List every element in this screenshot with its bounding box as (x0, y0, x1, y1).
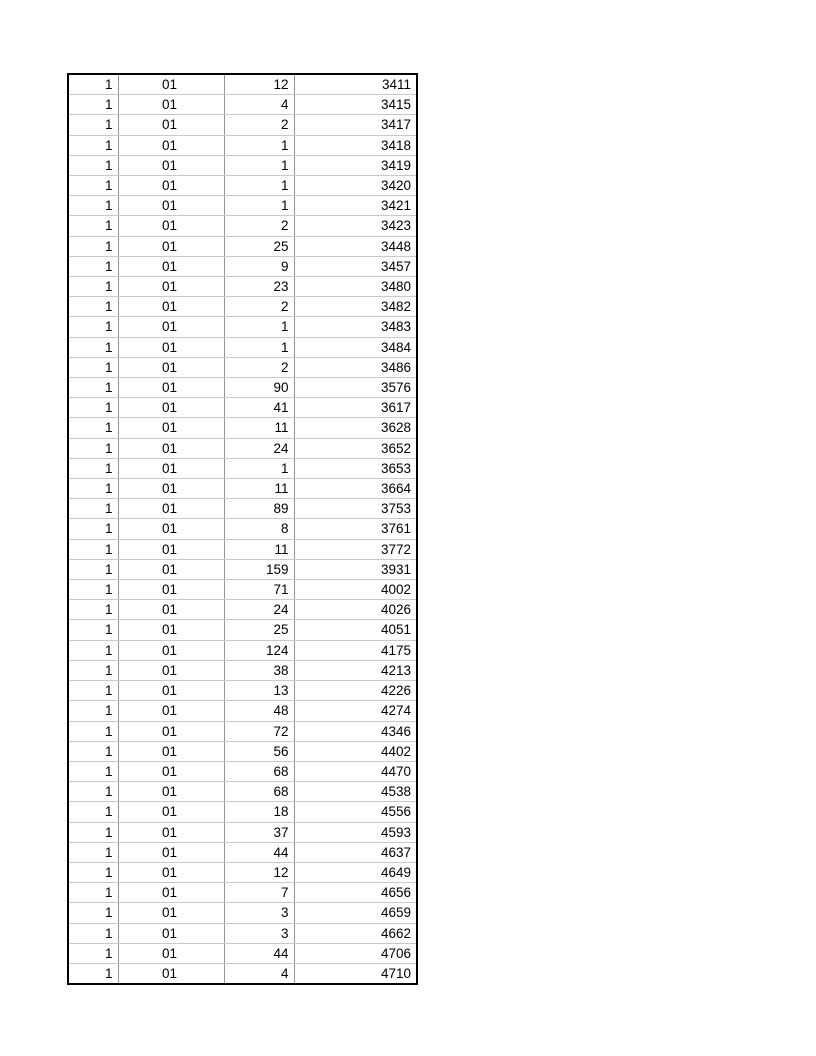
table-cell: 3486 (294, 357, 417, 377)
table-cell: 3931 (294, 559, 417, 579)
table-cell: 4051 (294, 620, 417, 640)
table-cell: 3423 (294, 216, 417, 236)
table-cell: 01 (118, 701, 224, 721)
table-row (68, 216, 417, 236)
table-cell: 1 (68, 782, 118, 802)
table-cell: 1 (68, 600, 118, 620)
table-cell: 01 (118, 297, 224, 317)
table-cell: 01 (118, 539, 224, 559)
table-cell: 1 (68, 196, 118, 216)
table-cell: 1 (68, 883, 118, 903)
table-cell: 4649 (294, 862, 417, 882)
table-cell: 37 (224, 822, 294, 842)
table-cell: 4538 (294, 782, 417, 802)
table-cell: 2 (224, 297, 294, 317)
table-cell: 01 (118, 640, 224, 660)
table-cell: 2 (224, 357, 294, 377)
table-cell: 3652 (294, 438, 417, 458)
table-cell: 3653 (294, 458, 417, 478)
table-cell: 01 (118, 256, 224, 276)
table-cell: 4662 (294, 923, 417, 943)
table-cell: 1 (68, 681, 118, 701)
table-cell: 1 (68, 842, 118, 862)
table-cell: 01 (118, 115, 224, 135)
table-row (68, 398, 417, 418)
table-cell: 01 (118, 176, 224, 196)
table-cell: 3417 (294, 115, 417, 135)
table-cell: 1 (68, 862, 118, 882)
table-cell: 1 (68, 378, 118, 398)
table-cell: 48 (224, 701, 294, 721)
table-cell: 56 (224, 741, 294, 761)
table-row (68, 297, 417, 317)
table-row (68, 822, 417, 842)
table-cell: 4274 (294, 701, 417, 721)
table-cell: 44 (224, 842, 294, 862)
table-cell: 01 (118, 438, 224, 458)
table-row (68, 74, 417, 95)
table-cell: 1 (68, 559, 118, 579)
table-cell: 4710 (294, 963, 417, 984)
table-cell: 01 (118, 418, 224, 438)
table-cell: 72 (224, 721, 294, 741)
table-cell: 01 (118, 479, 224, 499)
table-cell: 3421 (294, 196, 417, 216)
table-cell: 3 (224, 923, 294, 943)
table-cell: 3 (224, 903, 294, 923)
table-cell: 01 (118, 559, 224, 579)
table-cell: 4402 (294, 741, 417, 761)
table-cell: 1 (68, 297, 118, 317)
table-cell: 23 (224, 277, 294, 297)
table-row (68, 539, 417, 559)
table-cell: 01 (118, 721, 224, 741)
table-cell: 18 (224, 802, 294, 822)
table-row (68, 923, 417, 943)
table-cell: 01 (118, 378, 224, 398)
table-cell: 01 (118, 660, 224, 680)
table-cell: 01 (118, 782, 224, 802)
table-row (68, 701, 417, 721)
table-row (68, 236, 417, 256)
table-cell: 01 (118, 216, 224, 236)
table-cell: 1 (68, 761, 118, 781)
table-cell: 1 (68, 74, 118, 95)
table-row (68, 418, 417, 438)
table-cell: 3483 (294, 317, 417, 337)
table-cell: 3419 (294, 155, 417, 175)
table-cell: 3753 (294, 499, 417, 519)
table-row (68, 943, 417, 963)
table-row (68, 580, 417, 600)
table-cell: 1 (68, 721, 118, 741)
table-cell: 1 (68, 115, 118, 135)
table-cell: 1 (224, 196, 294, 216)
table-cell: 90 (224, 378, 294, 398)
table-cell: 68 (224, 761, 294, 781)
table-cell: 01 (118, 196, 224, 216)
table-row (68, 357, 417, 377)
table-cell: 4213 (294, 660, 417, 680)
table-cell: 89 (224, 499, 294, 519)
table-cell: 01 (118, 337, 224, 357)
table-cell: 1 (224, 458, 294, 478)
table-cell: 01 (118, 95, 224, 115)
table-cell: 4026 (294, 600, 417, 620)
table-cell: 11 (224, 479, 294, 499)
table-cell: 1 (224, 176, 294, 196)
table-row (68, 600, 417, 620)
table-cell: 1 (224, 337, 294, 357)
table-row (68, 903, 417, 923)
table-cell: 01 (118, 761, 224, 781)
table-cell: 1 (68, 458, 118, 478)
table-cell: 01 (118, 681, 224, 701)
table-cell: 4226 (294, 681, 417, 701)
table-cell: 01 (118, 499, 224, 519)
table-cell: 01 (118, 317, 224, 337)
table-row (68, 378, 417, 398)
table-cell: 4659 (294, 903, 417, 923)
table-cell: 01 (118, 923, 224, 943)
table-cell: 1 (68, 499, 118, 519)
table-row (68, 620, 417, 640)
table-row (68, 317, 417, 337)
table-row (68, 95, 417, 115)
table-cell: 01 (118, 74, 224, 95)
table-row (68, 782, 417, 802)
table-row (68, 135, 417, 155)
table-row (68, 660, 417, 680)
table-cell: 1 (68, 155, 118, 175)
table-row (68, 842, 417, 862)
table-cell: 1 (68, 277, 118, 297)
table-cell: 1 (68, 337, 118, 357)
table-row (68, 519, 417, 539)
table-cell: 4656 (294, 883, 417, 903)
table-cell: 4593 (294, 822, 417, 842)
table-cell: 1 (68, 176, 118, 196)
table-row (68, 721, 417, 741)
table-row (68, 761, 417, 781)
table-cell: 3484 (294, 337, 417, 357)
table-cell: 4 (224, 95, 294, 115)
table-cell: 1 (68, 660, 118, 680)
table-cell: 1 (68, 256, 118, 276)
table-cell: 3448 (294, 236, 417, 256)
table-cell: 11 (224, 539, 294, 559)
table-cell: 4470 (294, 761, 417, 781)
table-row (68, 741, 417, 761)
table-cell: 1 (68, 903, 118, 923)
table-cell: 01 (118, 943, 224, 963)
table-cell: 1 (68, 216, 118, 236)
table-cell: 1 (68, 438, 118, 458)
table-cell: 01 (118, 862, 224, 882)
table-cell: 8 (224, 519, 294, 539)
table-cell: 1 (68, 135, 118, 155)
table-cell: 7 (224, 883, 294, 903)
table-row (68, 277, 417, 297)
table-cell: 38 (224, 660, 294, 680)
table-row (68, 499, 417, 519)
table-cell: 4 (224, 963, 294, 984)
table-row (68, 640, 417, 660)
table-cell: 4637 (294, 842, 417, 862)
data-table (67, 73, 418, 985)
table-cell: 24 (224, 438, 294, 458)
table-row (68, 862, 417, 882)
table-cell: 1 (68, 741, 118, 761)
table-row (68, 559, 417, 579)
table-cell: 01 (118, 620, 224, 640)
table-cell: 1 (224, 135, 294, 155)
table-cell: 01 (118, 822, 224, 842)
table-cell: 25 (224, 620, 294, 640)
table-cell: 13 (224, 681, 294, 701)
table-cell: 4346 (294, 721, 417, 741)
table-row (68, 256, 417, 276)
table-cell: 1 (68, 923, 118, 943)
table-cell: 1 (224, 155, 294, 175)
table-cell: 1 (68, 398, 118, 418)
table-cell: 01 (118, 357, 224, 377)
table-cell: 3761 (294, 519, 417, 539)
table-cell: 3576 (294, 378, 417, 398)
table-cell: 12 (224, 862, 294, 882)
table-cell: 3415 (294, 95, 417, 115)
table-cell: 1 (68, 479, 118, 499)
table-cell: 3420 (294, 176, 417, 196)
table-cell: 159 (224, 559, 294, 579)
table-cell: 1 (68, 822, 118, 842)
table-row (68, 196, 417, 216)
table-cell: 4706 (294, 943, 417, 963)
table-cell: 01 (118, 135, 224, 155)
table-row (68, 883, 417, 903)
table-cell: 01 (118, 580, 224, 600)
table-cell: 1 (68, 95, 118, 115)
table-cell: 01 (118, 600, 224, 620)
table-row (68, 337, 417, 357)
table-cell: 2 (224, 115, 294, 135)
table-cell: 3418 (294, 135, 417, 155)
table-cell: 44 (224, 943, 294, 963)
table-cell: 01 (118, 903, 224, 923)
table-cell: 3411 (294, 74, 417, 95)
table-row (68, 963, 417, 984)
table-cell: 2 (224, 216, 294, 236)
table-cell: 1 (68, 357, 118, 377)
table-cell: 01 (118, 883, 224, 903)
table-cell: 1 (68, 640, 118, 660)
table-cell: 3457 (294, 256, 417, 276)
table-cell: 25 (224, 236, 294, 256)
table-cell: 4175 (294, 640, 417, 660)
table-body (68, 74, 417, 984)
table-cell: 3628 (294, 418, 417, 438)
table-cell: 3617 (294, 398, 417, 418)
table-cell: 1 (68, 539, 118, 559)
table-cell: 71 (224, 580, 294, 600)
table-cell: 1 (68, 317, 118, 337)
table-cell: 01 (118, 842, 224, 862)
table-row (68, 176, 417, 196)
table-cell: 01 (118, 458, 224, 478)
table-cell: 3664 (294, 479, 417, 499)
table-cell: 1 (68, 580, 118, 600)
table-cell: 1 (68, 620, 118, 640)
table-cell: 41 (224, 398, 294, 418)
table-cell: 1 (68, 701, 118, 721)
table-cell: 1 (68, 802, 118, 822)
table-cell: 1 (224, 317, 294, 337)
table-cell: 3772 (294, 539, 417, 559)
table-cell: 1 (68, 418, 118, 438)
table-cell: 01 (118, 236, 224, 256)
table-cell: 3482 (294, 297, 417, 317)
table-row (68, 802, 417, 822)
table-row (68, 681, 417, 701)
table-cell: 01 (118, 741, 224, 761)
table-row (68, 115, 417, 135)
table-cell: 124 (224, 640, 294, 660)
table-cell: 01 (118, 802, 224, 822)
table-cell: 9 (224, 256, 294, 276)
table-cell: 4556 (294, 802, 417, 822)
table-cell: 1 (68, 519, 118, 539)
table-cell: 68 (224, 782, 294, 802)
table-row (68, 155, 417, 175)
table-cell: 1 (68, 943, 118, 963)
table-cell: 01 (118, 277, 224, 297)
table-row (68, 458, 417, 478)
table-cell: 01 (118, 155, 224, 175)
table-row (68, 438, 417, 458)
table-cell: 01 (118, 963, 224, 984)
table-cell: 1 (68, 963, 118, 984)
table-cell: 11 (224, 418, 294, 438)
table-row (68, 479, 417, 499)
table-cell: 1 (68, 236, 118, 256)
table-cell: 3480 (294, 277, 417, 297)
table-cell: 4002 (294, 580, 417, 600)
table-cell: 12 (224, 74, 294, 95)
table-cell: 01 (118, 519, 224, 539)
table-cell: 01 (118, 398, 224, 418)
table-cell: 24 (224, 600, 294, 620)
